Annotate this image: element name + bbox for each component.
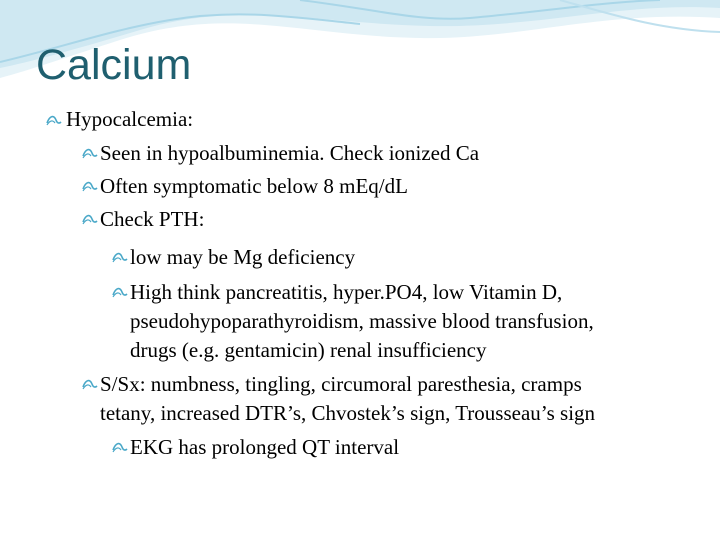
wave-bullet-icon bbox=[46, 112, 62, 128]
wave-bullet-icon bbox=[112, 249, 128, 265]
wave-bullet-icon bbox=[82, 376, 98, 392]
bullet-often-symptomatic: Often symptomatic below 8 mEq/dL bbox=[100, 174, 408, 198]
wave-bullet-icon bbox=[82, 211, 98, 227]
bullet-low-mg: low may be Mg deficiency bbox=[130, 245, 356, 269]
wave-bullet-icon bbox=[112, 284, 128, 300]
wave-bullet-icon bbox=[112, 439, 128, 455]
bullet-seen-hypoalbuminemia: Seen in hypoalbuminemia. Check ionized Ca bbox=[100, 141, 480, 165]
bullet-check-pth: Check PTH: bbox=[100, 207, 205, 231]
slide-title: Calcium bbox=[36, 41, 192, 89]
wave-bullet-icon bbox=[82, 145, 98, 161]
bullet-high-line-3: drugs (e.g. gentamicin) renal insufficiency bbox=[130, 338, 487, 362]
bullet-high-line-2: pseudohypoparathyroidism, massive blood transfusion, bbox=[130, 309, 594, 333]
bullet-signs-symptoms-line-2: tetany, increased DTR’s, Chvostek’s sign, Trousseau’s sign bbox=[100, 401, 596, 425]
wave-bullet-icon bbox=[82, 178, 98, 194]
bullet-ekg-qt: EKG has prolonged QT interval bbox=[130, 435, 400, 459]
bullet-high-line-1: High think pancreatitis, hyper.PO4, low Vitamin D, bbox=[130, 280, 563, 304]
bullet-hypocalcemia: Hypocalcemia: bbox=[66, 107, 194, 131]
bullet-signs-symptoms-line-1: S/Sx: numbness, tingling, circumoral paresthesia, cramps bbox=[100, 372, 582, 396]
